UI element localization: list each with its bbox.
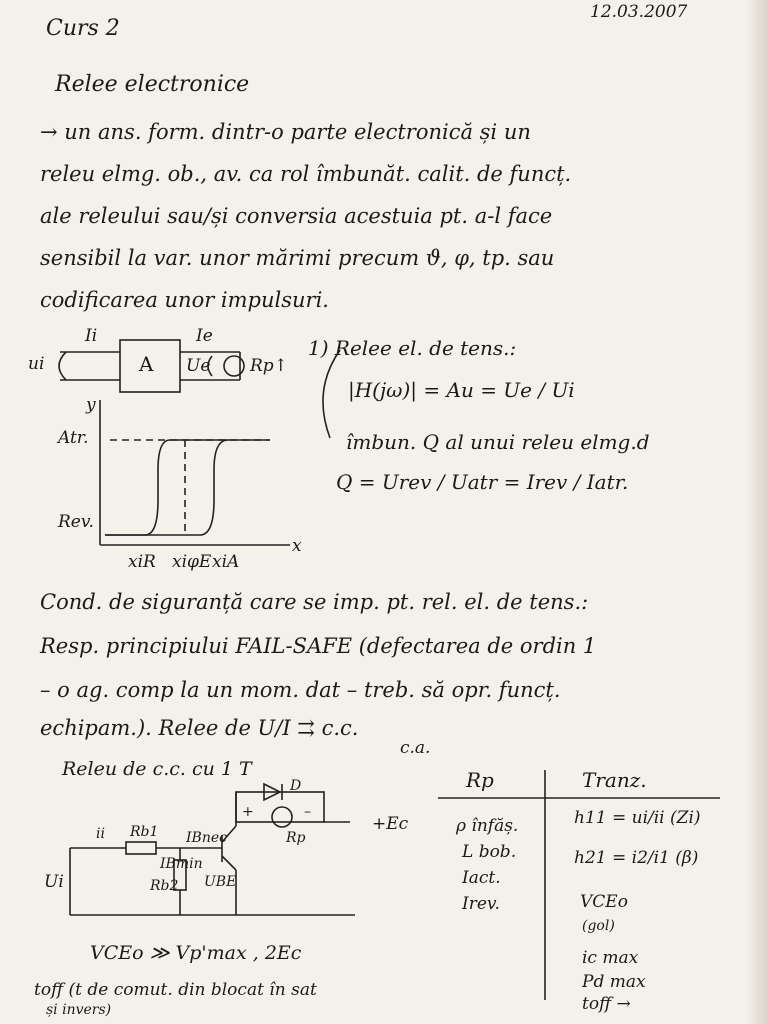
table-right-3: VCEo	[580, 892, 628, 912]
table-right-5: ic max	[582, 948, 639, 968]
table-right-2: h21 = i2/i1 (β)	[574, 848, 699, 868]
note-arrow	[323, 350, 340, 438]
table-left-4: Irev.	[462, 894, 500, 914]
circuit-title: Releu de c.c. cu 1 T	[62, 758, 252, 780]
label-xir: xiR	[128, 552, 156, 572]
label-plus: +	[242, 804, 254, 820]
label-ue: Ue	[186, 356, 211, 376]
label-ui: ui	[28, 354, 45, 374]
label-ec: +Ec	[372, 814, 409, 834]
resistor-rb1	[126, 842, 156, 854]
label-ibmin: IBmin	[160, 856, 203, 872]
source-rp	[224, 356, 244, 376]
page-title: Curs 2	[46, 16, 120, 41]
label-return: Rev.	[58, 512, 94, 532]
text-line-4: sensibil la var. unor mărimi precum ϑ, φ, tp. sau	[40, 246, 555, 270]
label-rp-circuit: Rp	[286, 830, 306, 846]
label-rb1: Rb1	[130, 824, 159, 840]
block-a-label: A	[139, 352, 154, 376]
label-rb2: Rb2	[150, 878, 179, 894]
table-right-6: Pd max	[582, 972, 646, 992]
improve-q: îmbun. Q al unui releu elmg.d	[346, 430, 650, 454]
text-line-2: releu elmg. ob., av. ca rol îmbunăt. calit. de funcț.	[40, 162, 572, 186]
text-line-9: echipam.). Relee de U/I ⇉ c.c.	[40, 716, 359, 740]
table-header-tranz: Tranz.	[582, 768, 647, 792]
condition-vce: VCEo ≫ Vp'max , 2Ec	[90, 942, 302, 964]
label-ui-circuit: Ui	[44, 872, 64, 892]
label-attract: Atr.	[58, 428, 89, 448]
table-header-rp: Rp	[466, 768, 494, 792]
text-line-6: Cond. de siguranță care se imp. pt. rel. el. de tens.:	[40, 590, 589, 614]
text-line-7: Resp. principiului FAIL-SAFE (defectarea de ordin 1	[40, 634, 597, 658]
label-y-axis: y	[86, 395, 96, 415]
label-ibnec: IBnec	[186, 830, 227, 846]
formula-h: |H(jω)| = Au = Ue / Ui	[348, 378, 575, 402]
label-minus: –	[304, 804, 311, 820]
date: 12.03.2007	[590, 2, 688, 22]
label-rp: Rp↑	[250, 356, 288, 376]
label-ii: Ii	[85, 326, 98, 346]
curve-return	[105, 440, 270, 535]
label-xia: xiA	[212, 552, 240, 572]
text-ca: c.a.	[400, 738, 431, 758]
curve-attract	[105, 440, 228, 535]
table-left-2: L bob.	[462, 842, 517, 862]
text-line-8: – o ag. comp la un mom. dat – treb. să opr. funcț.	[40, 678, 561, 702]
table-left-1: ρ înfăș.	[456, 816, 519, 836]
text-line-5: codificarea unor impulsuri.	[40, 288, 329, 312]
label-xie: xiφE	[172, 552, 212, 572]
toff-definition: toff (t de comut. din blocat în sat	[34, 980, 317, 1000]
label-ie: Ie	[196, 326, 213, 346]
label-diode: D	[290, 778, 302, 794]
arrow-ui	[59, 352, 66, 380]
formula-q: Q = Urev / Uatr = Irev / Iatr.	[336, 470, 629, 494]
relay-coil	[272, 807, 292, 827]
table-right-1: h11 = ui/ii (Zi)	[574, 808, 701, 828]
label-ube: UBE	[204, 874, 237, 890]
label-ii-circuit: ii	[96, 826, 105, 842]
table-right-4: (gol)	[582, 918, 615, 934]
item-1: 1) Relee el. de tens.:	[308, 336, 517, 360]
toff-definition-2: și invers)	[46, 1002, 112, 1018]
table-right-7: toff →	[582, 994, 631, 1014]
label-x-axis: x	[292, 536, 302, 556]
section-heading: Relee electronice	[55, 72, 250, 97]
table-left-3: Iact.	[462, 868, 501, 888]
text-line-3: ale releului sau/și conversia acestuia pt. a-l face	[40, 204, 553, 228]
transistor-emitter	[222, 856, 236, 870]
text-line-1: → un ans. form. dintr-o parte electronică și un	[40, 120, 531, 144]
